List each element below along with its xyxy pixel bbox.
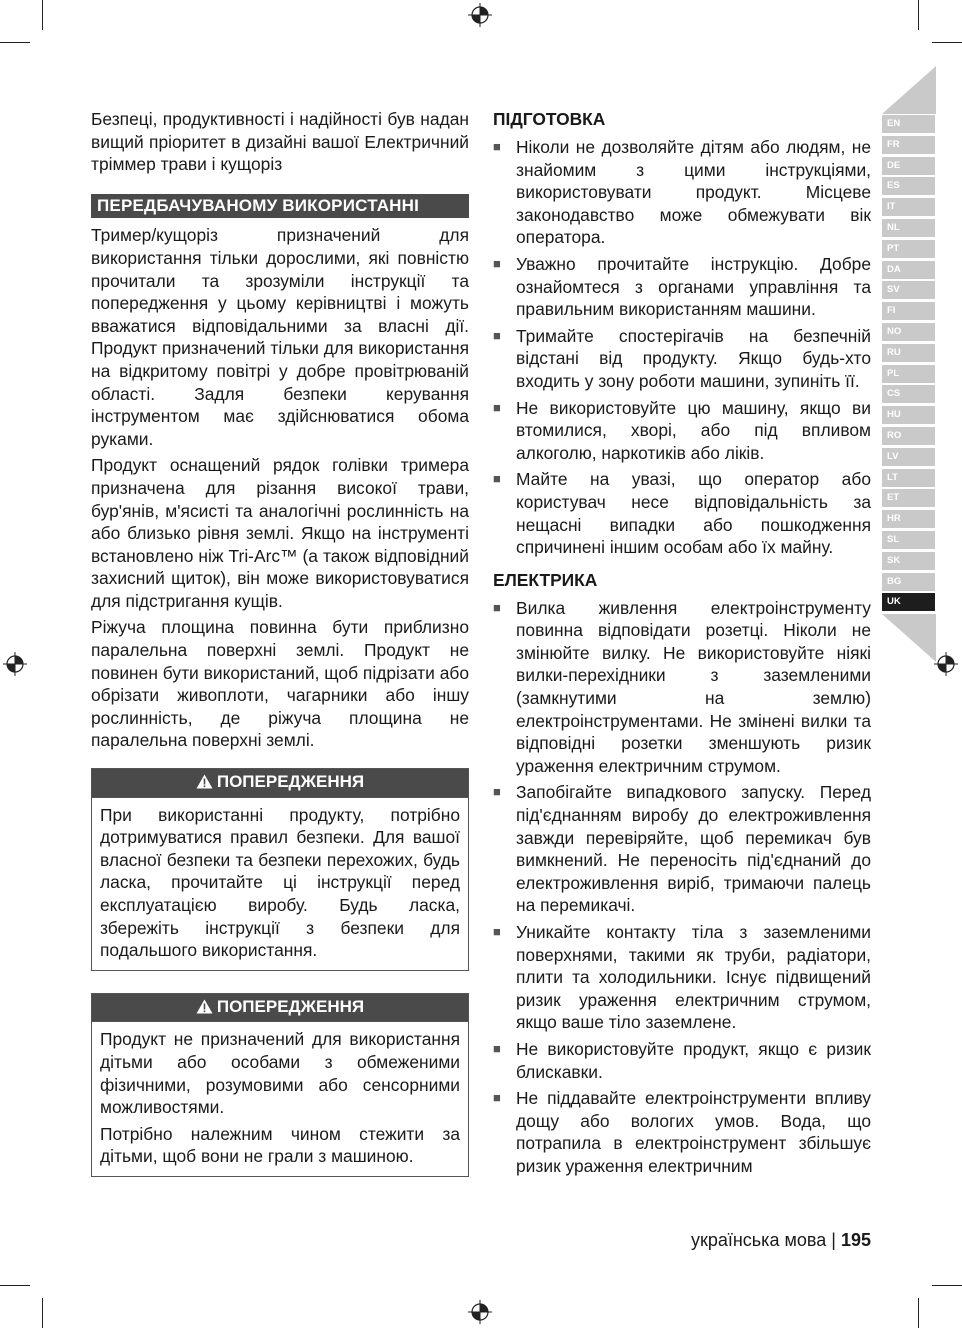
intended-use-paragraph: Тример/кущоріз призначений для використання тільки дорослими, які повністю прочитали та зрозуміли інструкції та попередження у цьому керівництві і можуть вважатися відповідальними за власні дії. Продукт призначений тільки для використання на відкритому повітрі у добре провітрюваній області. Задля безпеки керування інструментом має здійснюватися обома руками. — [91, 225, 469, 449]
preparation-heading: ПІДГОТОВКА — [493, 109, 606, 129]
warning-header — [92, 769, 468, 798]
left-column — [91, 108, 469, 1177]
warning-box — [91, 768, 469, 971]
registration-mark-icon — [934, 652, 958, 676]
language-tab-sk[interactable]: SK — [882, 552, 935, 570]
warning-title: ПОПЕРЕДЖЕННЯ — [216, 772, 365, 792]
language-tab-bg[interactable]: BG — [882, 573, 935, 591]
list-item: ■ Не використовуйте цю машину, якщо ви втомилися, хворі, або під впливом алкоголю, наркотиків або ліків. — [493, 397, 871, 463]
crop-mark — [932, 1285, 962, 1286]
bullet-icon: ■ — [493, 139, 501, 154]
bullet-icon: ■ — [493, 924, 501, 939]
bullet-icon: ■ — [493, 599, 501, 615]
list-item: ■ Майте на увазі, що оператор або користувач несе відповідальність за нещасні випадки або пошкодження спричинені іншим особам або їх майну. — [493, 469, 871, 558]
crop-mark — [0, 1285, 30, 1286]
language-tab-hr[interactable]: HR — [882, 510, 935, 528]
electrical-heading: ЕЛЕКТРИКА — [493, 569, 598, 590]
registration-mark-icon — [468, 1300, 492, 1324]
warning-text: Потрібно належним чином стежити за дітьми, щоб вони не грали з машиною. — [100, 1123, 460, 1167]
language-tab-pt[interactable]: PT — [882, 240, 935, 258]
list-item: ■ Вилка живлення електроінструменту повинна відповідати розетці. Ніколи не змінюйте вилку. Не використовуйте ніякі вилки-перехідники з заземленими (замкнутими на землю) електроінструментами. Не змінені вилки та відповідні розетки зменшують ризик ураження електричним струмом. — [493, 597, 871, 776]
warning-text: При використанні продукту, потрібно дотримуватися правил безпеки. Для вашої власної безпеки та безпеки перехожих, будь ласка, прочитайте ці інструкції перед експлуатацією виробу. Будь ласка, збережіть інструкції з безпеки для подальшого використання. — [100, 804, 460, 961]
registration-mark-icon — [3, 652, 27, 676]
language-tab-hu[interactable]: HU — [882, 406, 935, 424]
language-tab-et[interactable]: ET — [882, 489, 935, 507]
warning-box — [91, 993, 469, 1177]
bullet-icon: ■ — [493, 255, 501, 271]
warning-body — [92, 798, 468, 970]
list-item: ■ Уважно прочитайте інструкцію. Добре ознайомтеся з органами управління та правильним використанням машини. — [493, 253, 871, 320]
sidebar-top-triangle — [882, 66, 936, 114]
language-tab-sv[interactable]: SV — [882, 281, 935, 299]
language-tab-no[interactable]: NO — [882, 323, 935, 341]
preparation-list — [493, 136, 871, 559]
language-tab-ru[interactable]: RU — [882, 344, 935, 362]
bullet-icon: ■ — [493, 784, 501, 800]
intended-use-heading: ПЕРЕДБАЧУВАНОМУ ВИКОРИСТАННІ — [91, 194, 469, 219]
warning-header — [92, 994, 468, 1023]
crop-mark — [918, 1298, 919, 1328]
bullet-icon: ■ — [493, 1090, 501, 1106]
right-column — [493, 108, 871, 1188]
language-tab-de[interactable]: DE — [882, 157, 935, 175]
list-item: ■ Уникайте контакту тіла з заземленими поверхнями, такими як труби, радіатори, плити та холодильники. Існує підвищений ризик ураження електричним струмом, якщо ваше тіло заземлене. — [493, 922, 871, 1033]
intended-use-paragraph: Продукт оснащений рядок голівки тримера призначена для різання високої трави, бур'янів, м'ясисті та аналогічні рослинність на або близько рівня землі. Якщо на інструменті встановлено ніж Tri-Arc™ (а також відповідний захисний щиток), він може використовуватися для підстригання кущів. — [91, 455, 469, 611]
page-number: 195 — [840, 1230, 871, 1250]
language-tabs — [882, 115, 935, 614]
bullet-icon: ■ — [493, 399, 501, 415]
language-tab-fr[interactable]: FR — [882, 136, 935, 154]
language-tab-ro[interactable]: RO — [882, 427, 935, 445]
bullet-icon: ■ — [493, 1040, 501, 1056]
page-footer — [691, 1230, 871, 1251]
bullet-icon: ■ — [493, 471, 501, 487]
warning-triangle-icon — [196, 999, 213, 1014]
bullet-icon: ■ — [493, 327, 501, 343]
crop-mark — [42, 1298, 43, 1328]
language-tab-fi[interactable]: FI — [882, 302, 935, 320]
crop-mark — [918, 0, 919, 30]
language-tab-es[interactable]: ES — [882, 177, 935, 195]
footer-language: українська мова — [690, 1230, 827, 1250]
language-tab-da[interactable]: DA — [882, 261, 935, 279]
warning-body — [92, 1022, 468, 1176]
language-tab-uk[interactable]: UK — [882, 593, 935, 611]
registration-mark-icon — [468, 3, 492, 27]
language-tab-en[interactable]: EN — [882, 115, 935, 133]
language-tab-nl[interactable]: NL — [882, 219, 935, 237]
list-item: ■ Не піддавайте електроінструменти впливу дощу або вологих умов. Вода, що потрапила в електроінструмент збільшує ризик ураження електричним — [493, 1088, 871, 1176]
crop-mark — [42, 0, 43, 30]
intended-use-paragraph: Ріжуча площина повинна бути приблизно паралельна поверхні землі. Продукт не повинен бути використаний, щоб підрізати або обрізати живоплоти, чагарники або іншу рослинність, де ріжуча площина не паралельна поверхні землі. — [91, 617, 469, 751]
language-tab-sl[interactable]: SL — [882, 531, 935, 549]
warning-title: ПОПЕРЕДЖЕННЯ — [216, 996, 365, 1016]
warning-text: Продукт не призначений для використання дітьми або особами з обмеженими фізичними, розумовими або сенсорними можливостями. — [100, 1029, 460, 1118]
electrical-list — [493, 597, 871, 1178]
list-item: ■ Ніколи не дозволяйте дітям або людям, не знайомим з цими інструкціями, використовувати продукт. Місцеве законодавство може обмежувати вік оператора. — [493, 137, 871, 248]
crop-mark — [0, 42, 30, 43]
intro-text: Безпеці, продуктивності і надійності був надан вищий пріоритет в дизайні вашої Електричний тріммер трави і кущоріз — [91, 109, 469, 175]
list-item: ■ Тримайте спостерігачів на безпечній відстані від продукту. Якщо будь-хто входить у зону роботи машини, зупиніть її. — [493, 325, 871, 391]
list-item: ■ Запобігайте випадкового запуску. Перед під'єднанням виробу до електроживлення завжди перевіряйте, щоб перемикач був вимкнений. Не переносіть під'єднаний до електроживлення виріб, тримаючи палець на перемикачі. — [493, 782, 871, 916]
language-tab-pl[interactable]: PL — [882, 365, 935, 383]
warning-triangle-icon — [196, 774, 213, 789]
list-item: ■ Не використовуйте продукт, якщо є ризик блискавки. — [493, 1038, 871, 1082]
language-tab-cs[interactable]: CS — [882, 385, 935, 403]
language-tab-lv[interactable]: LV — [882, 448, 935, 466]
sidebar-bottom-triangle — [882, 614, 936, 662]
footer-separator: | — [831, 1230, 836, 1250]
crop-mark — [932, 42, 962, 43]
language-tab-it[interactable]: IT — [882, 198, 935, 216]
language-tab-lt[interactable]: LT — [882, 469, 935, 487]
